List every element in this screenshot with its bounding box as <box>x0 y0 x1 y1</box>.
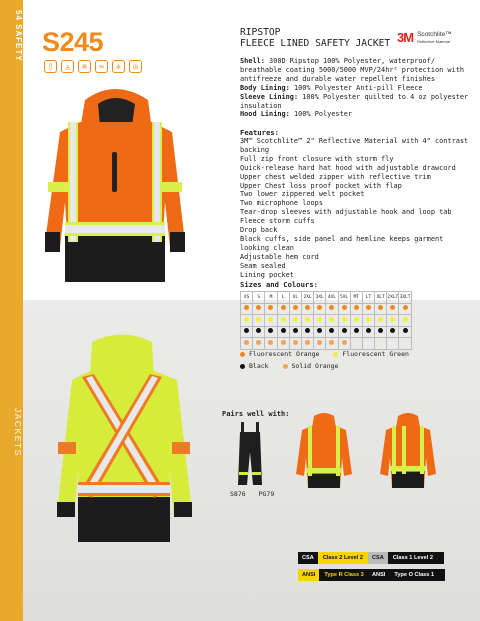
pair-code: PG79 <box>258 490 275 498</box>
availability-dot <box>329 340 334 345</box>
size-colour-cell <box>326 338 338 350</box>
feature-item: Two microphone loops <box>240 199 323 208</box>
legend-swatch <box>240 352 245 357</box>
availability-dot <box>342 317 347 322</box>
legend-item: Solid Orange <box>283 361 339 372</box>
size-colour-cell <box>375 338 387 350</box>
spec-sleeve-lining: Sleeve Lining: 100% Polyester quilted to 4 oz polyester insulation <box>240 92 469 110</box>
availability-dot <box>244 340 249 345</box>
availability-dot <box>281 305 286 310</box>
size-colour-cell <box>375 303 387 315</box>
availability-dot <box>378 305 383 310</box>
feature-item: Adjustable hem cord <box>240 252 319 261</box>
size-colour-cell <box>338 303 350 315</box>
feature-item: Quick-release hard hat hood with adjustable drawcord <box>240 163 456 172</box>
availability-dot <box>305 328 310 333</box>
bib-pants-image <box>235 420 265 490</box>
availability-dot <box>342 305 347 310</box>
size-colour-cell <box>277 338 289 350</box>
size-colour-cell <box>387 326 399 338</box>
size-colour-cell <box>253 338 265 350</box>
size-colour-cell <box>387 315 399 327</box>
size-colour-row <box>241 315 412 327</box>
feature-item: Upper chest welded zipper with reflective trim <box>240 172 431 181</box>
size-colour-cell <box>387 303 399 315</box>
size-colour-cell <box>350 303 362 315</box>
availability-dot <box>342 340 347 345</box>
size-header-cell: 2XLT <box>387 292 399 304</box>
jacket-front-image <box>40 82 190 300</box>
size-colour-cell <box>362 338 374 350</box>
availability-dot <box>366 305 371 310</box>
size-colour-cell <box>399 338 411 350</box>
size-colour-cell <box>350 326 362 338</box>
availability-dot <box>305 305 310 310</box>
specs <box>240 57 472 119</box>
legend-swatch <box>333 352 338 357</box>
availability-dot <box>378 328 383 333</box>
size-colour-cell <box>277 326 289 338</box>
size-colour-cell <box>399 303 411 315</box>
availability-dot <box>390 305 395 310</box>
size-header-cell: 3XLT <box>399 292 411 304</box>
availability-dot <box>403 317 408 322</box>
availability-dot <box>366 328 371 333</box>
availability-dot <box>244 328 249 333</box>
size-header-cell: 4XL <box>326 292 338 304</box>
size-header-cell: XL <box>289 292 301 304</box>
feature-item: Upper Chest loss proof pocket with flap <box>240 181 402 190</box>
size-colour-cell <box>241 338 253 350</box>
availability-dot <box>329 328 334 333</box>
legend-item: Fluorescent Green <box>333 349 409 360</box>
category-label: JACKETS <box>13 408 23 457</box>
title-line-1: RIPSTOP <box>240 27 281 38</box>
size-colour-cell <box>277 315 289 327</box>
feature-icons <box>44 60 142 73</box>
size-colour-row <box>241 326 412 338</box>
cold-weather-icon: ✲ <box>112 60 125 73</box>
size-colour-cell <box>301 303 313 315</box>
availability-dot <box>293 305 298 310</box>
size-colour-cell <box>399 315 411 327</box>
size-colour-cell <box>362 315 374 327</box>
size-colour-cell <box>326 326 338 338</box>
size-colour-cell <box>253 326 265 338</box>
size-colour-cell <box>326 315 338 327</box>
logo-sub: Reflective Material <box>417 38 450 44</box>
availability-dot <box>329 317 334 322</box>
feature-item: Lining pocket <box>240 270 294 279</box>
availability-dot <box>293 340 298 345</box>
size-colour-cell <box>314 326 326 338</box>
size-colour-cell <box>265 326 277 338</box>
availability-dot <box>317 305 322 310</box>
availability-dot <box>268 340 273 345</box>
brand-label: 54 SAFETY <box>14 10 23 62</box>
wind-icon: ≈ <box>95 60 108 73</box>
availability-dot <box>403 305 408 310</box>
title-line-2: FLEECE LINED SAFETY JACKET <box>240 38 391 49</box>
size-colour-cell <box>314 303 326 315</box>
availability-dot <box>366 317 371 322</box>
availability-dot <box>281 317 286 322</box>
pairs-heading: Pairs well with: <box>222 410 290 418</box>
size-colour-cell <box>338 338 350 350</box>
pair-codes <box>230 490 283 498</box>
size-header-cell: L <box>277 292 289 304</box>
product-title <box>240 27 390 49</box>
size-colour-cell <box>375 315 387 327</box>
size-colour-cell <box>241 303 253 315</box>
availability-dot <box>293 328 298 333</box>
size-header-cell: 2XL <box>301 292 313 304</box>
reflective-icon: ◎ <box>129 60 142 73</box>
size-colour-cell <box>350 315 362 327</box>
cert-ansi-typer: ANSI Type R Class 3 <box>298 569 373 581</box>
feature-item: Full zip front closure with storm fly <box>240 154 394 163</box>
availability-dot <box>244 305 249 310</box>
size-colour-cell <box>326 303 338 315</box>
colour-legend <box>240 349 419 373</box>
availability-dot <box>281 328 286 333</box>
availability-dot <box>256 305 261 310</box>
legend-swatch <box>240 364 245 369</box>
size-colour-cell <box>289 326 301 338</box>
sizes-heading: Sizes and Colours: <box>240 280 318 289</box>
insulated-icon: ≋ <box>78 60 91 73</box>
legend-item: Black <box>240 361 269 372</box>
availability-dot <box>317 317 322 322</box>
size-header-cell: XS <box>241 292 253 304</box>
sidebar <box>0 0 23 621</box>
availability-dot <box>354 328 359 333</box>
size-colour-cell <box>301 326 313 338</box>
availability-dot <box>281 340 286 345</box>
availability-dot <box>256 317 261 322</box>
availability-dot <box>268 317 273 322</box>
size-header-cell: 5XL <box>338 292 350 304</box>
size-colour-cell <box>253 315 265 327</box>
legend-swatch <box>283 364 288 369</box>
features-list <box>240 137 472 280</box>
feature-item: Tear-drop sleeves with adjustable hook and loop tab <box>240 208 452 217</box>
jacket-back-image <box>52 332 202 557</box>
size-header-cell: 3XL <box>314 292 326 304</box>
size-colour-row <box>241 338 412 350</box>
water-repellent-icon: ◬ <box>61 60 74 73</box>
features-heading: Features: <box>240 128 279 137</box>
size-header-cell: S <box>253 292 265 304</box>
spec-body-lining: Body Lining: 100% Polyester Anti-pill Fleece <box>240 83 423 92</box>
size-colour-cell <box>399 326 411 338</box>
cert-csa-class2: CSA Class 2 Level 2 <box>298 552 372 564</box>
feature-item: Two lower zippered welt pocket <box>240 190 365 199</box>
spec-shell: Shell: 300D Ripstop 100% Polyester, waterproof/ breathable coating 5000/5000 MVP/24hr² protection with antifreeze and durable water repellent finishes <box>240 57 465 83</box>
size-colour-cell <box>241 326 253 338</box>
availability-dot <box>390 317 395 322</box>
availability-dot <box>293 317 298 322</box>
size-header-row <box>241 292 412 304</box>
availability-dot <box>317 340 322 345</box>
availability-dot <box>354 317 359 322</box>
size-colour-cell <box>265 303 277 315</box>
availability-dot <box>305 340 310 345</box>
cert-ansi-typeo: ANSI Type O Class 1 <box>368 569 445 581</box>
availability-dot <box>342 328 347 333</box>
size-colour-cell <box>289 315 301 327</box>
availability-dot <box>354 305 359 310</box>
size-colour-cell <box>338 326 350 338</box>
size-colour-cell <box>265 338 277 350</box>
availability-dot <box>256 340 261 345</box>
size-colour-cell <box>289 303 301 315</box>
cert-csa-class1: CSA Class 1 Level 2 <box>368 552 444 564</box>
availability-dot <box>390 328 395 333</box>
size-colour-cell <box>277 303 289 315</box>
size-colour-grid <box>240 291 412 350</box>
size-colour-cell <box>289 338 301 350</box>
availability-dot <box>268 305 273 310</box>
size-colour-cell <box>375 326 387 338</box>
feature-item: Fleece storm cuffs <box>240 217 315 226</box>
jacket-pair-2-image <box>378 412 438 492</box>
feature-item: Seam sealed <box>240 261 286 270</box>
feature-item: Black cuffs, side panel and hemline keeps garment looking clean <box>240 234 444 252</box>
feature-item: Drop back <box>240 226 278 235</box>
size-colour-cell <box>314 338 326 350</box>
feature-item: 3M™ Scotchlite™ 2" Reflective Material with 4" contrast backing <box>240 137 469 154</box>
size-colour-cell <box>338 315 350 327</box>
product-model: S245 <box>42 27 104 57</box>
size-header-cell: MT <box>350 292 362 304</box>
size-colour-row <box>241 303 412 315</box>
size-colour-cell <box>362 303 374 315</box>
legend-item: Fluorescent Orange <box>240 349 319 360</box>
size-colour-cell <box>253 303 265 315</box>
availability-dot <box>268 328 273 333</box>
size-header-cell: M <box>265 292 277 304</box>
availability-dot <box>317 328 322 333</box>
availability-dot <box>256 328 261 333</box>
size-colour-cell <box>265 315 277 327</box>
availability-dot <box>329 305 334 310</box>
availability-dot <box>305 317 310 322</box>
size-header-cell: XLT <box>375 292 387 304</box>
pair-code: S876 <box>230 490 246 498</box>
size-colour-cell <box>350 338 362 350</box>
size-colour-cell <box>301 338 313 350</box>
availability-dot <box>244 317 249 322</box>
size-colour-cell <box>362 326 374 338</box>
logo-name: Scotchlite™ <box>417 30 452 38</box>
size-colour-cell <box>301 315 313 327</box>
spec-hood-lining: Hood Lining: 100% Polyester <box>240 110 353 119</box>
jacket-pair-1-image <box>294 412 354 492</box>
size-colour-cell <box>314 315 326 327</box>
3m-scotchlite-logo <box>397 30 452 45</box>
logo-mark: 3M <box>397 30 414 45</box>
size-colour-cell <box>387 338 399 350</box>
availability-dot <box>403 328 408 333</box>
availability-dot <box>378 317 383 322</box>
waterproof-icon: ◊ <box>44 60 57 73</box>
size-header-cell: LT <box>362 292 374 304</box>
size-colour-cell <box>241 315 253 327</box>
